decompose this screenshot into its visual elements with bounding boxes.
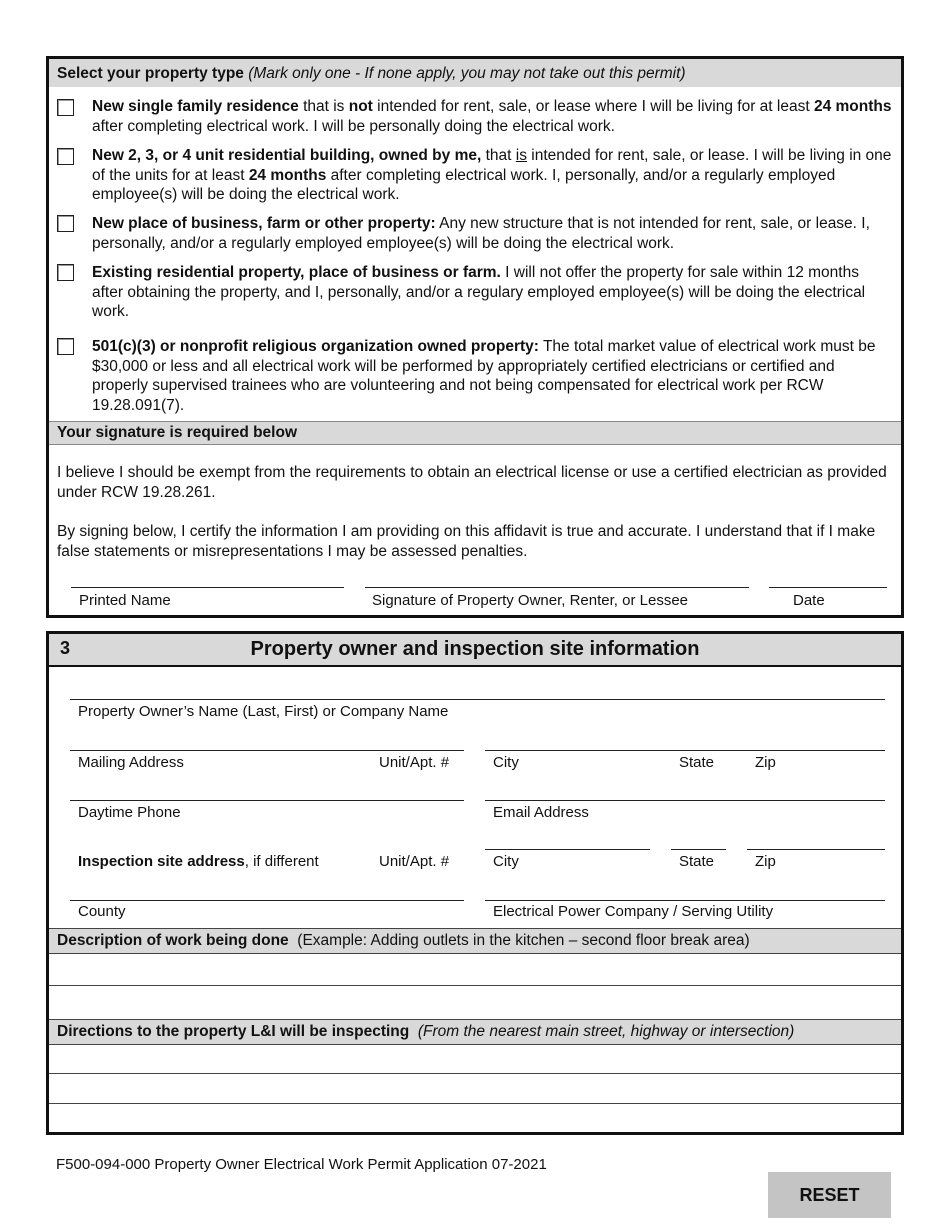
mailing-unit-label: Unit/Apt. # bbox=[379, 754, 450, 771]
mailing-zip-label: Zip bbox=[755, 754, 776, 771]
signature-line[interactable] bbox=[365, 587, 749, 588]
utility-field[interactable] bbox=[485, 900, 885, 901]
description-header bbox=[49, 928, 901, 954]
inspection-zip-field[interactable] bbox=[747, 849, 885, 850]
daytime-phone-field[interactable] bbox=[70, 800, 464, 801]
mailing-address-field[interactable] bbox=[70, 750, 464, 751]
option-nonprofit: 501(c)(3) or nonprofit religious organization owned property: The total market value of electrical work must be $30,000 or less and all electrical work will be performed by appropriately certified electricians or certified and properly supervised trainees who are volunteering and not being compensated for electrical work per RCW 19.28.091(7). bbox=[92, 338, 876, 414]
directions-line-1[interactable] bbox=[49, 1073, 901, 1074]
directions-note: (From the nearest main street, highway or intersection) bbox=[417, 1023, 795, 1040]
date-label: Date bbox=[793, 592, 825, 609]
description-example: (Example: Adding outlets in the kitchen – second floor break area) bbox=[297, 932, 750, 949]
option-existing-property: Existing residential property, place of business or farm. I will not offer the property for sale within 12 months after obtaining the property, and I, personally, and/or a regulary employed employee(s) will be doing the electrical work. bbox=[92, 264, 866, 320]
directions-line-2[interactable] bbox=[49, 1103, 901, 1104]
property-type-heading: Select your property type bbox=[57, 65, 244, 82]
description-line-1[interactable] bbox=[49, 985, 901, 986]
inspection-zip-label: Zip bbox=[755, 853, 776, 870]
inspection-state-label: State bbox=[679, 853, 715, 870]
inspection-unit-label: Unit/Apt. # bbox=[379, 853, 450, 870]
mailing-address-label: Mailing Address bbox=[78, 754, 184, 771]
printed-name-label: Printed Name bbox=[79, 592, 171, 609]
inspection-city-field[interactable] bbox=[485, 849, 650, 850]
option-new-business: New place of business, farm or other property: Any new structure that is not intended for rent, sale, or lease. I, personally, and/or a regularly employed employee(s) will be doing the electrical work. bbox=[92, 215, 870, 252]
checkbox-nonprofit[interactable] bbox=[57, 338, 74, 355]
reset-button[interactable]: RESET bbox=[768, 1172, 891, 1218]
owner-name-label: Property Owner’s Name (Last, First) or Company Name bbox=[78, 703, 449, 720]
option-new-single-family: New single family residence that is not intended for rent, sale, or lease where I will be living for at least 24 months after completing electrical work. I will be personally doing the electrical work. bbox=[92, 98, 892, 135]
mailing-state-label: State bbox=[679, 754, 715, 771]
signature-heading: Your signature is required below bbox=[57, 424, 298, 441]
printed-name-line[interactable] bbox=[71, 587, 344, 588]
section-3-property-owner bbox=[46, 631, 904, 1135]
checkbox-new-business[interactable] bbox=[57, 215, 74, 232]
section-number: 3 bbox=[60, 638, 71, 658]
daytime-phone-label: Daytime Phone bbox=[78, 804, 181, 821]
property-type-note: (Mark only one - If none apply, you may not take out this permit) bbox=[248, 65, 686, 82]
checkbox-existing-property[interactable] bbox=[57, 264, 74, 281]
signature-label: Signature of Property Owner, Renter, or Lessee bbox=[372, 592, 689, 609]
property-type-header bbox=[49, 59, 901, 87]
checkbox-new-single-family[interactable] bbox=[57, 99, 74, 116]
option-new-multi-unit: New 2, 3, or 4 unit residential building, owned by me, that is intended for rent, sale, or lease. I will be living in one of the units for at least 24 months after completing electrical work. I, personally, and/or a regularly employed employee(s) will be doing the electrical work. bbox=[92, 147, 892, 203]
section-3-header bbox=[49, 634, 901, 667]
date-line[interactable] bbox=[769, 587, 887, 588]
email-label: Email Address bbox=[493, 804, 589, 821]
section-title: Property owner and inspection site information bbox=[250, 638, 700, 660]
description-heading: Description of work being done bbox=[57, 932, 289, 949]
county-label: County bbox=[78, 903, 126, 920]
inspection-city-label: City bbox=[493, 853, 519, 870]
signature-header bbox=[49, 421, 901, 445]
inspection-state-field[interactable] bbox=[671, 849, 726, 850]
property-type-section bbox=[46, 56, 904, 618]
checkbox-new-multi-unit[interactable] bbox=[57, 148, 74, 165]
inspection-address-label: Inspection site address, if different bbox=[78, 853, 319, 870]
county-field[interactable] bbox=[70, 900, 464, 901]
mailing-city-state-zip-field[interactable] bbox=[485, 750, 885, 751]
certification-statement: By signing below, I certify the information I am providing on this affidavit is true and accurate. I understand that if I make false statements or misrepresentations I may be assessed penalties. bbox=[57, 523, 876, 560]
utility-label: Electrical Power Company / Serving Utility bbox=[493, 903, 774, 920]
directions-heading: Directions to the property L&I will be inspecting bbox=[57, 1023, 410, 1040]
owner-name-field[interactable] bbox=[70, 699, 885, 700]
exemption-statement: I believe I should be exempt from the requirements to obtain an electrical license or use a certified electrician as provided under RCW 19.28.261. bbox=[57, 464, 887, 501]
mailing-city-label: City bbox=[493, 754, 519, 771]
email-field[interactable] bbox=[485, 800, 885, 801]
directions-header bbox=[49, 1019, 901, 1045]
form-id: F500-094-000 Property Owner Electrical Work Permit Application 07-2021 bbox=[56, 1156, 547, 1173]
